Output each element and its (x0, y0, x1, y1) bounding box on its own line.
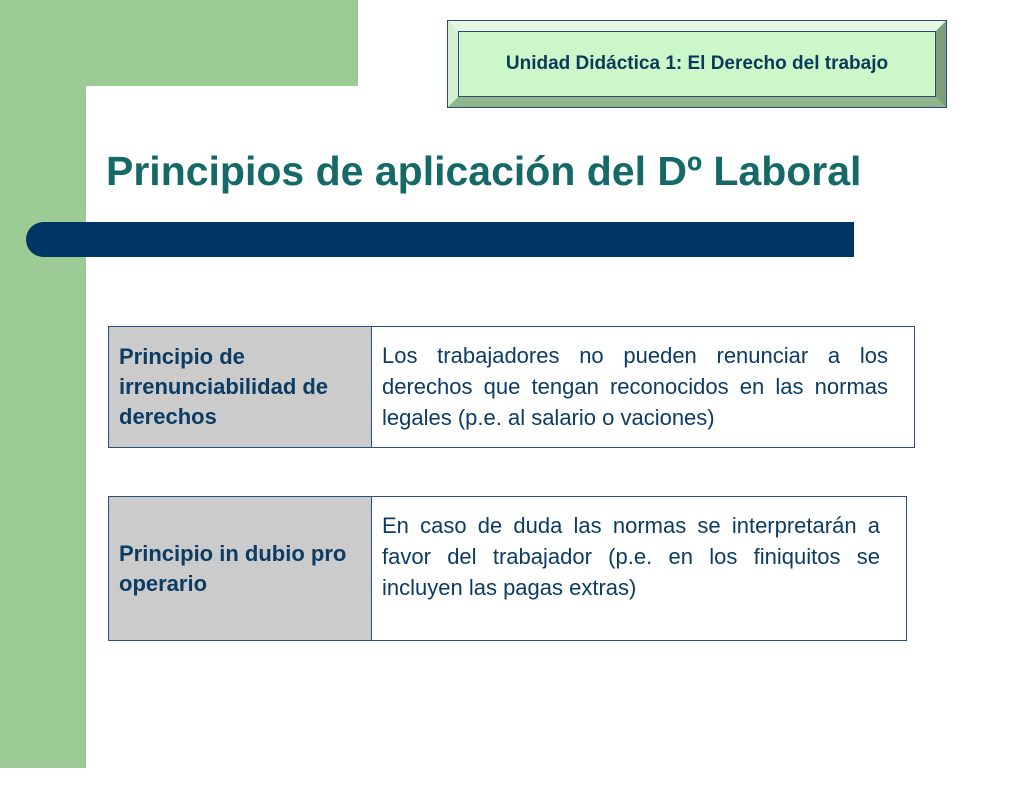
unit-header-box (447, 20, 947, 108)
principle-term: Principio in dubio pro operario (109, 497, 372, 641)
bevel-right (936, 21, 946, 107)
bevel-bottom (448, 97, 946, 107)
top-decorative-band (0, 0, 358, 86)
unit-header-label: Unidad Didáctica 1: El Derecho del trabajo (458, 31, 936, 97)
bevel-left (448, 21, 458, 107)
left-decorative-band (0, 0, 86, 768)
principle-row (109, 327, 915, 448)
principle-table-1 (108, 326, 915, 448)
bevel-top (448, 21, 946, 31)
principle-definition: En caso de duda las normas se interpretarán a favor del trabajador (p.e. en los finiquitos se incluyen las pagas extras) (372, 497, 907, 641)
principle-definition: Los trabajadores no pueden renunciar a los derechos que tengan reconocidos en las normas legales (p.e. al salario o vaciones) (372, 327, 915, 448)
principle-table-2 (108, 496, 907, 641)
slide-title: Principios de aplicación del Dº Laboral (106, 148, 862, 194)
title-underline-bar (26, 222, 854, 257)
principle-row (109, 497, 907, 641)
principle-term: Principio de irrenunciabilidad de derechos (109, 327, 372, 448)
